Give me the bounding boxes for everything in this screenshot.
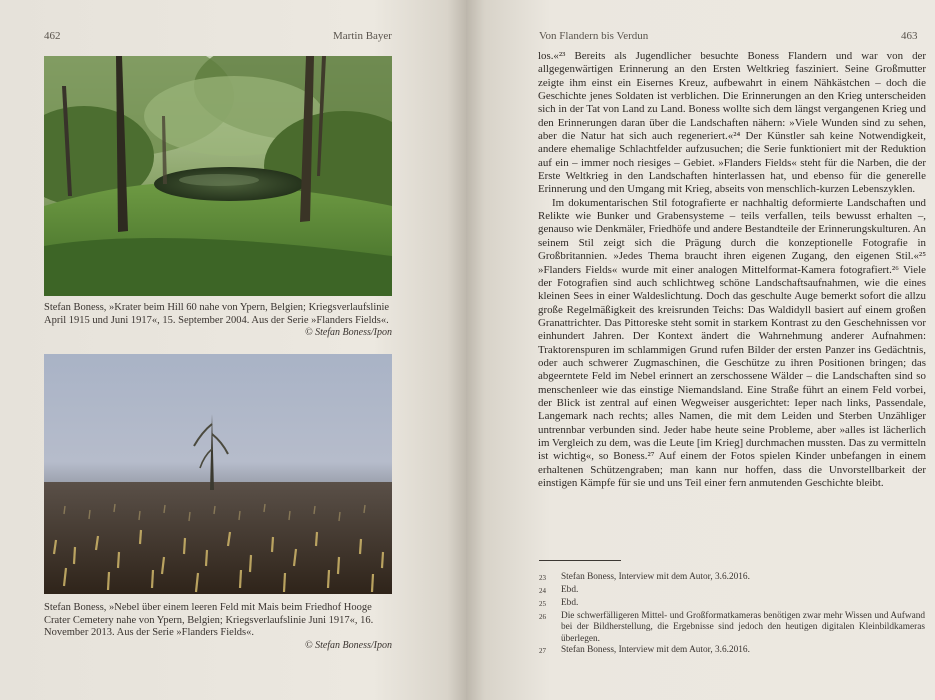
footnotes xyxy=(539,572,925,658)
caption-figure-2-text: Stefan Boness, »Nebel über einem leeren Feld mit Mais beim Friedhof Hooge Crater Cemetery nahe von Ypern, Belgien; Kriegsverlaufslinie Juni 1917«, 16. November 2013. Aus der Serie »Flanders Fields«. xyxy=(44,602,374,638)
footnote-text: Stefan Boness, Interview mit dem Autor, 3.6.2016. xyxy=(561,572,750,582)
foggy-field-image xyxy=(44,354,392,594)
footnote-23 xyxy=(539,572,925,584)
page-number-right: 463 xyxy=(901,30,918,42)
body-text xyxy=(538,50,926,490)
running-head-right: Von Flandern bis Verdun xyxy=(539,30,649,42)
paragraph-2: Im dokumentarischen Stil fotografierte er nachhaltig deformierte Landschaften und Relikte wie Bunker und Grabensysteme – teils verfallen, teils bewusst erhalten –, genauso wie Denkmäler, Friedhöfe und andere Bestandteile der Erinnerungskulturen. An seinem Stil zeigt sich die Prägung durch die konzeptionelle Fotografie in Großbritannien. »Jedes Thema braucht ihren eigenen Zugang, den eigenen Stil.«²⁵ »Flanders Fields« wurde mit einer analogen Mittelformat-Kamera fotografiert.²⁶ Viele der Fotografien sind auch schlichtweg schöne Landschaftsaufnahmen, wie die eines kleinen Sees in einer Waldeslichtung. Doch das geschulte Auge bemerkt sofort die allzu große Regelmäßigkeit des kreisrunden Teichs: Das Waldidyll basiert auf einem großen Granattrichter. Das Pittoreske steht somit in starkem Kontrast zu den Geschehnissen vor einhundert Jahren. Der Kontext ändert die Wahrnehmung anderer Aufnahmen: Traktorenspuren im schlammigen Grund rufen Bilder der ersten Panzer ins Gedächtnis, oder auch schwerer Zugmaschinen, die Geschütze zu ihren Positionen bringen; das abgeerntete Feld im Nebel erinnert an zerschossene Wälder – die Landschaften sind so menschenleer wie das einstige Niemandsland. Eine Straße führt an einem Feld vorbei, der Blick ist zentral auf einen Wegweiser ausgerichtet: Ieper nach links, Passendale, Langemark nach rechts; alles Namen, die mit dem Leiden und Sterben Unzähliger untrennbar verbunden sind. Jeder habe heute seine Probleme, aber »alles ist lächerlich im Vergleich zu dem, was die Leute [im Krieg] durchmachen mussten. Das zu vermitteln ist wichtig«, so Boness.²⁷ Auf einem der Fotos spielen Kinder unbefangen in einem erhaltenen Schützengraben; man kann nur hoffen, dass die Unvorstellbarkeit der einstigen Kämpfe für sie und uns Teil einer fern anmutenden Geschichte bleibt. xyxy=(538,196,926,489)
footnote-27 xyxy=(539,645,925,657)
caption-figure-1-text: Stefan Boness, »Krater beim Hill 60 nahe von Ypern, Belgien; Kriegsverlaufslinie April 1915 und Juni 1917«, 15. September 2004. Aus der Serie »Flanders Fields«. xyxy=(44,302,390,326)
running-head-left: Martin Bayer xyxy=(333,30,392,42)
footnote-25 xyxy=(539,598,925,610)
crater-pond-image xyxy=(44,56,392,296)
footnote-text: Die schwerfälligeren Mittel- und Großformatkameras benötigen zwar mehr Wissen und Aufwand bei der Bildherstellung, die Ergebnisse sind jedoch den heutigen digitalen Kleinbildkameras überlegen. xyxy=(561,610,925,644)
photo-foggy-field xyxy=(44,354,392,594)
paragraph-1: los.«²³ Bereits als Jugendlicher besuchte Boness Flandern und war von der allgegenwärtigen Erinnerung an den Ersten Weltkrieg fasziniert. Seine Großmutter zeigte ihm einst ein Eisernes Kreuz, aufbewahrt in einem Nähkästchen – doch die Geschichte jenes Soldaten ist verblichen. Die Erinnerungen an den Krieg unterscheiden sich in der Tat von Land zu Land. Boness wollte sich dem längst vergangenen Krieg und den Erinnerungen daran über die Landschaften nähern: »Viele Wunden sind zu sehen, aber die Natur hat sich auch regeneriert.«²⁴ Der Künstler sah keine Notwendigkeit, andere ehemalige Schlachtfelder aufzusuchen; die Serie funktioniert mit der Reduktion auf ein – immer noch riesiges – Gebiet. »Flanders Fields« steht für die Narben, die der Erste Weltkrieg in den Landschaften hinterlassen hat, und ebenso für die generelle Erinnerung und den Umgang mit Krieg, abseits von menschlich-kurzen Lebenszyklen. xyxy=(538,50,926,196)
footnote-text: Ebd. xyxy=(561,597,579,608)
photo-crater-pond xyxy=(44,56,392,296)
footnote-text: Ebd. xyxy=(561,584,579,595)
footnote-number: 25 xyxy=(539,599,546,608)
page-number-left: 462 xyxy=(44,30,61,42)
footnote-number: 24 xyxy=(539,586,546,595)
footnote-number: 23 xyxy=(539,574,546,582)
footnote-rule xyxy=(539,560,621,561)
credit-figure-1: © Stefan Boness/Ipon xyxy=(304,327,392,338)
caption-figure-1 xyxy=(44,302,392,340)
footnote-24 xyxy=(539,585,925,597)
footnote-number: 26 xyxy=(539,612,546,621)
credit-figure-2: © Stefan Boness/Ipon xyxy=(304,639,392,651)
right-page xyxy=(466,0,935,700)
footnote-text: Stefan Boness, Interview mit dem Autor, 3.6.2016. xyxy=(561,645,750,656)
caption-figure-2 xyxy=(44,602,392,652)
left-page xyxy=(0,0,466,700)
footnote-number: 27 xyxy=(539,647,546,656)
footnote-26 xyxy=(539,611,925,645)
